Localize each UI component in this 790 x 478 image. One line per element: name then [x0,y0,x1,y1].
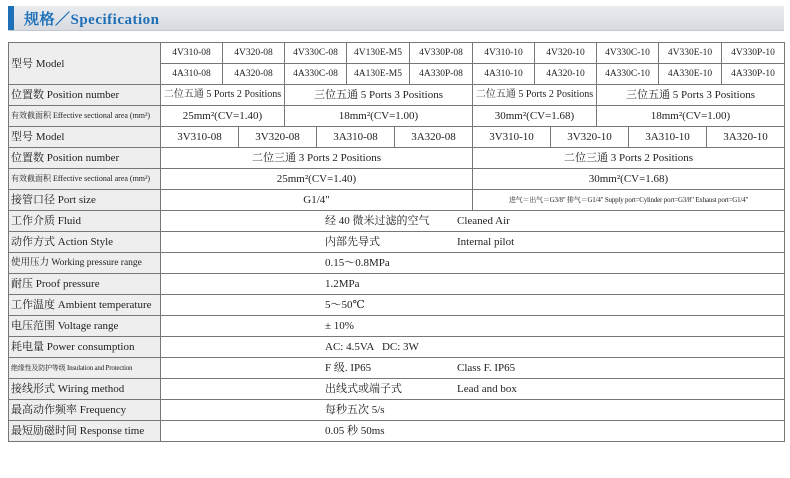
row-label: 耐压 Proof pressure [9,274,161,295]
row-label: 位置数 Position number [9,85,161,106]
model-cell: 4V330E-10 [659,43,722,64]
area-cell: 30mm²(CV=1.68) [473,169,785,190]
model-cell: 4A310-08 [161,64,223,85]
spec-value-cn: 经 40 微米过滤的空气 [325,215,430,227]
spec-value-cn: 内部先导式 [325,236,380,248]
model-cell: 4V330P-08 [410,43,473,64]
port-size-cell: 进气＝出气＝G3/8" 排气＝G1/4" Supply port=Cylinder port=G3/8" Exhaust port=G1/4" [473,190,785,211]
position-cell: 二位五通 5 Ports 2 Positions [161,85,285,106]
row-fluid [9,211,785,232]
model-cell: 4V330C-08 [285,43,347,64]
row-label: 有效截面积 Effective sectional area (mm²) [9,169,161,190]
row-frequency [9,400,785,421]
spec-value-cn: 5～50℃ [325,299,365,311]
model-cell: 4A310-10 [473,64,535,85]
model-cell: 3V320-08 [239,127,317,147]
row-label: 工作温度 Ambient temperature [9,295,161,316]
row-label: 最短励磁时间 Response time [9,421,161,442]
spec-table [8,42,785,442]
model-cell: 4A320-10 [535,64,597,85]
row-label: 接管口径 Port size [9,190,161,211]
model-cell: 3V310-08 [161,127,239,147]
spec-value-cn: 1.2MPa [325,278,360,290]
row-wiring-method [9,379,785,400]
area-cell: 18mm²(CV=1.00) [285,106,473,127]
spec-value-cn: 出线式或端子式 [325,383,402,395]
row-working-pressure [9,253,785,274]
model-cell: 4A330C-10 [597,64,659,85]
position-cell: 二位三通 3 Ports 2 Positions [473,148,785,169]
row-label: 使用压力 Working pressure range [9,253,161,274]
area-cell: 18mm²(CV=1.00) [597,106,785,127]
model-cell: 3A310-08 [317,127,395,147]
spec-value-cn: 0.15～0.8MPa [325,257,390,269]
row-position-number-3v [9,148,785,169]
spec-header-bar [8,6,784,31]
spec-value-en: Class F. IP65 [457,362,516,374]
model-cell: 4A130E-M5 [347,64,410,85]
area-cell: 25mm²(CV=1.40) [161,169,473,190]
row-insulation-protection [9,358,785,379]
row-label: 动作方式 Action Style [9,232,161,253]
row-label: 位置数 Position number [9,148,161,169]
row-label: 工作介质 Fluid [9,211,161,232]
model-cell: 3A320-08 [395,127,473,147]
position-cell: 三位五通 5 Ports 3 Positions [597,85,785,106]
row-label: 型号 Model [9,127,161,148]
model-cell: 3A320-10 [723,131,768,143]
spec-title: 规格／Specification [24,12,160,28]
row-label: 接线形式 Wiring method [9,379,161,400]
row-action-style [9,232,785,253]
spec-value-cn: F 级. IP65 [325,362,372,374]
model-cell: 4V320-10 [535,43,597,64]
port-size-cell: G1/4" [161,190,473,211]
model-cell: 4A330E-10 [659,64,722,85]
row-label: 有效截面积 Effective sectional area (mm²) [9,106,161,127]
model-cell: 4V310-08 [161,43,223,64]
row-label: 绝缘性及防护等级 Insulation and Protection [9,358,161,379]
model-cell: 3V310-10 [473,127,551,147]
model-cell: 4V330C-10 [597,43,659,64]
row-power-consumption [9,337,785,358]
model-cell: 3A310-10 [629,127,707,147]
spec-value-en: Cleaned Air [457,215,510,227]
spec-value-en: Internal pilot [457,236,515,248]
position-cell: 三位五通 5 Ports 3 Positions [285,85,473,106]
row-response-time [9,421,785,442]
model-cell: 4V330P-10 [722,43,785,64]
spec-value-cn: 每秒五次 5/s [325,404,385,416]
model-cell: 4V310-10 [473,43,535,64]
row-label: 最高动作频率 Frequency [9,400,161,421]
spec-value-en: Lead and box [457,383,517,395]
row-sectional-area [9,106,785,127]
row-label: 耗电量 Power consumption [9,337,161,358]
row-model-3v [9,127,785,148]
row-position-number [9,85,785,106]
row-port-size [9,190,785,211]
row-label: 型号 Model [9,43,161,85]
model-cell: 4A330P-10 [722,64,785,85]
row-label: 电压范围 Voltage range [9,316,161,337]
model-cell: 4A330P-08 [410,64,473,85]
position-cell: 二位三通 3 Ports 2 Positions [161,148,473,169]
row-voltage-range [9,316,785,337]
spec-value-cn: ± 10% [325,320,354,332]
row-sectional-area-3v [9,169,785,190]
model-cell: 3V320-10 [551,127,629,147]
row-proof-pressure [9,274,785,295]
position-cell: 二位五通 5 Ports 2 Positions [473,85,597,106]
model-cell: 4A330C-08 [285,64,347,85]
model-cell: 4A320-08 [223,64,285,85]
header-accent [8,6,14,30]
area-cell: 25mm²(CV=1.40) [161,106,285,127]
row-model-4v [9,43,785,64]
row-ambient-temperature [9,295,785,316]
model-cell: 4V130E-M5 [347,43,410,64]
model-cell: 4V320-08 [223,43,285,64]
spec-value-cn: 0.05 秒 50ms [325,425,385,437]
spec-value-cn: AC: 4.5VA DC: 3W [325,341,419,353]
area-cell: 30mm²(CV=1.68) [473,106,597,127]
